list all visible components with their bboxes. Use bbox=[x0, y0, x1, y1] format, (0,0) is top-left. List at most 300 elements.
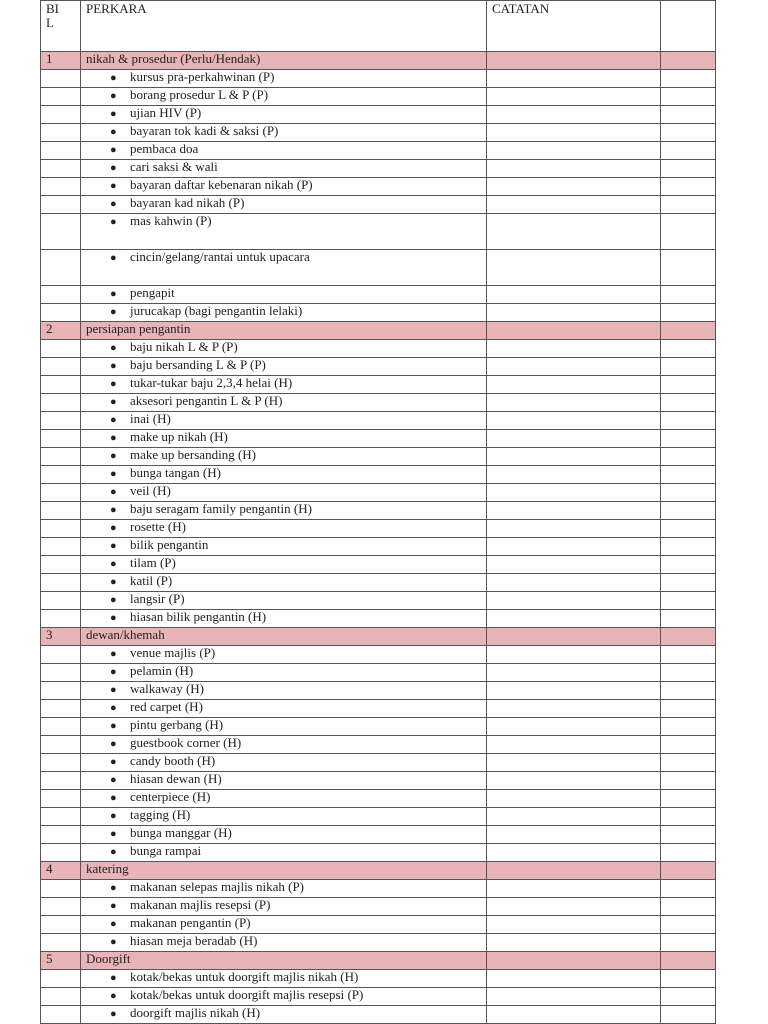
item-row bbox=[41, 358, 716, 376]
item-text: hiasan dewan (H) bbox=[130, 771, 222, 786]
bil-cell bbox=[41, 286, 81, 304]
item-cell bbox=[81, 970, 487, 988]
extra-cell bbox=[661, 52, 716, 70]
section-number: 2 bbox=[41, 322, 81, 340]
item-row bbox=[41, 790, 716, 808]
extra-cell bbox=[661, 844, 716, 862]
item-row bbox=[41, 484, 716, 502]
item-cell bbox=[81, 898, 487, 916]
catatan-cell bbox=[487, 88, 661, 106]
item-row bbox=[41, 88, 716, 106]
section-number: 4 bbox=[41, 862, 81, 880]
item-row bbox=[41, 178, 716, 196]
item-row bbox=[41, 124, 716, 142]
item-row bbox=[41, 196, 716, 214]
item-text: walkaway (H) bbox=[130, 681, 204, 696]
item-text: make up bersanding (H) bbox=[130, 447, 256, 462]
bil-cell bbox=[41, 574, 81, 592]
bil-cell bbox=[41, 934, 81, 952]
bil-header: BIL bbox=[41, 1, 81, 52]
catatan-cell bbox=[487, 538, 661, 556]
item-row bbox=[41, 934, 716, 952]
bullet-icon: ● bbox=[110, 612, 117, 624]
bil-cell bbox=[41, 682, 81, 700]
bullet-icon: ● bbox=[110, 810, 117, 822]
catatan-cell bbox=[487, 646, 661, 664]
section-title: nikah & prosedur (Perlu/Hendak) bbox=[81, 52, 487, 70]
item-text: cincin/gelang/rantai untuk upacara bbox=[130, 249, 310, 264]
extra-cell bbox=[661, 196, 716, 214]
extra-header bbox=[661, 1, 716, 52]
extra-cell bbox=[661, 826, 716, 844]
bil-cell bbox=[41, 664, 81, 682]
extra-cell bbox=[661, 412, 716, 430]
item-cell bbox=[81, 466, 487, 484]
item-row bbox=[41, 718, 716, 736]
bil-cell bbox=[41, 970, 81, 988]
item-cell bbox=[81, 286, 487, 304]
item-cell bbox=[81, 736, 487, 754]
bil-cell bbox=[41, 340, 81, 358]
extra-cell bbox=[661, 430, 716, 448]
item-row bbox=[41, 988, 716, 1006]
item-cell bbox=[81, 988, 487, 1006]
catatan-cell bbox=[487, 898, 661, 916]
section-title: persiapan pengantin bbox=[81, 322, 487, 340]
extra-cell bbox=[661, 448, 716, 466]
item-row bbox=[41, 448, 716, 466]
bullet-icon: ● bbox=[110, 882, 117, 894]
item-cell bbox=[81, 790, 487, 808]
item-text: doorgift majlis nikah (H) bbox=[130, 1005, 261, 1020]
bullet-icon: ● bbox=[110, 90, 117, 102]
item-row bbox=[41, 610, 716, 628]
item-cell bbox=[81, 250, 487, 286]
bullet-icon: ● bbox=[110, 900, 117, 912]
item-cell bbox=[81, 592, 487, 610]
bullet-icon: ● bbox=[110, 342, 117, 354]
bullet-icon: ● bbox=[110, 558, 117, 570]
bil-cell bbox=[41, 196, 81, 214]
item-text: centerpiece (H) bbox=[130, 789, 211, 804]
extra-cell bbox=[661, 862, 716, 880]
catatan-cell bbox=[487, 484, 661, 502]
bil-cell bbox=[41, 880, 81, 898]
bil-cell bbox=[41, 502, 81, 520]
catatan-cell bbox=[487, 430, 661, 448]
bil-cell bbox=[41, 700, 81, 718]
catatan-cell bbox=[487, 502, 661, 520]
perkara-header: PERKARA bbox=[81, 1, 487, 52]
bullet-icon: ● bbox=[110, 360, 117, 372]
item-text: cari saksi & wali bbox=[130, 159, 218, 174]
extra-cell bbox=[661, 700, 716, 718]
catatan-cell bbox=[487, 358, 661, 376]
bullet-icon: ● bbox=[110, 846, 117, 858]
item-text: bunga tangan (H) bbox=[130, 465, 221, 480]
catatan-cell bbox=[487, 808, 661, 826]
item-text: bayaran daftar kebenaran nikah (P) bbox=[130, 177, 313, 192]
item-row bbox=[41, 106, 716, 124]
bil-cell bbox=[41, 772, 81, 790]
item-text: langsir (P) bbox=[130, 591, 185, 606]
item-cell bbox=[81, 394, 487, 412]
catatan-cell bbox=[487, 754, 661, 772]
item-row bbox=[41, 826, 716, 844]
extra-cell bbox=[661, 88, 716, 106]
item-row bbox=[41, 142, 716, 160]
extra-cell bbox=[661, 952, 716, 970]
item-text: pembaca doa bbox=[130, 141, 199, 156]
item-cell bbox=[81, 448, 487, 466]
item-cell bbox=[81, 142, 487, 160]
item-cell bbox=[81, 304, 487, 322]
extra-cell bbox=[661, 988, 716, 1006]
bil-cell bbox=[41, 142, 81, 160]
catatan-cell bbox=[487, 412, 661, 430]
item-cell bbox=[81, 106, 487, 124]
extra-cell bbox=[661, 574, 716, 592]
item-text: bayaran kad nikah (P) bbox=[130, 195, 245, 210]
catatan-cell bbox=[487, 124, 661, 142]
item-text: pengapit bbox=[130, 285, 175, 300]
item-cell bbox=[81, 682, 487, 700]
catatan-cell bbox=[487, 250, 661, 286]
item-cell bbox=[81, 772, 487, 790]
extra-cell bbox=[661, 880, 716, 898]
catatan-cell bbox=[487, 610, 661, 628]
item-text: makanan selepas majlis nikah (P) bbox=[130, 879, 305, 894]
item-text: bayaran tok kadi & saksi (P) bbox=[130, 123, 279, 138]
bil-cell bbox=[41, 646, 81, 664]
extra-cell bbox=[661, 322, 716, 340]
item-cell bbox=[81, 556, 487, 574]
catatan-cell bbox=[487, 592, 661, 610]
section-row bbox=[41, 862, 716, 880]
item-text: baju seragam family pengantin (H) bbox=[130, 501, 312, 516]
item-text: kursus pra-perkahwinan (P) bbox=[130, 69, 275, 84]
extra-cell bbox=[661, 790, 716, 808]
item-text: kotak/bekas untuk doorgift majlis nikah (H) bbox=[130, 969, 359, 984]
catatan-cell bbox=[487, 790, 661, 808]
bil-cell bbox=[41, 898, 81, 916]
extra-cell bbox=[661, 178, 716, 196]
item-row bbox=[41, 772, 716, 790]
item-cell bbox=[81, 178, 487, 196]
bullet-icon: ● bbox=[110, 432, 117, 444]
item-cell bbox=[81, 484, 487, 502]
item-row bbox=[41, 916, 716, 934]
item-cell bbox=[81, 700, 487, 718]
catatan-cell bbox=[487, 322, 661, 340]
item-text: bilik pengantin bbox=[130, 537, 209, 552]
item-row bbox=[41, 700, 716, 718]
bullet-icon: ● bbox=[110, 774, 117, 786]
item-row bbox=[41, 682, 716, 700]
item-row bbox=[41, 736, 716, 754]
item-row bbox=[41, 556, 716, 574]
catatan-cell bbox=[487, 970, 661, 988]
bil-cell bbox=[41, 448, 81, 466]
catatan-cell bbox=[487, 934, 661, 952]
extra-cell bbox=[661, 106, 716, 124]
item-text: makanan pengantin (P) bbox=[130, 915, 251, 930]
item-row bbox=[41, 592, 716, 610]
catatan-cell bbox=[487, 682, 661, 700]
extra-cell bbox=[661, 754, 716, 772]
item-text: tukar-tukar baju 2,3,4 helai (H) bbox=[130, 375, 293, 390]
extra-cell bbox=[661, 250, 716, 286]
item-cell bbox=[81, 916, 487, 934]
catatan-cell bbox=[487, 826, 661, 844]
item-text: bunga manggar (H) bbox=[130, 825, 232, 840]
extra-cell bbox=[661, 214, 716, 250]
bullet-icon: ● bbox=[110, 990, 117, 1002]
item-text: jurucakap (bagi pengantin lelaki) bbox=[130, 303, 303, 318]
extra-cell bbox=[661, 610, 716, 628]
item-row bbox=[41, 466, 716, 484]
extra-cell bbox=[661, 916, 716, 934]
extra-cell bbox=[661, 736, 716, 754]
bullet-icon: ● bbox=[110, 522, 117, 534]
item-text: veil (H) bbox=[130, 483, 171, 498]
bullet-icon: ● bbox=[110, 468, 117, 480]
bil-cell bbox=[41, 610, 81, 628]
bullet-icon: ● bbox=[110, 378, 117, 390]
item-cell bbox=[81, 808, 487, 826]
item-row bbox=[41, 250, 716, 286]
bil-cell bbox=[41, 790, 81, 808]
bullet-icon: ● bbox=[110, 252, 117, 264]
bil-cell bbox=[41, 1006, 81, 1024]
bil-cell bbox=[41, 124, 81, 142]
item-text: rosette (H) bbox=[130, 519, 186, 534]
bullet-icon: ● bbox=[110, 720, 117, 732]
bil-cell bbox=[41, 250, 81, 286]
item-cell bbox=[81, 358, 487, 376]
item-row bbox=[41, 880, 716, 898]
extra-cell bbox=[661, 304, 716, 322]
item-text: borang prosedur L & P (P) bbox=[130, 87, 269, 102]
bullet-icon: ● bbox=[110, 972, 117, 984]
bullet-icon: ● bbox=[110, 450, 117, 462]
extra-cell bbox=[661, 466, 716, 484]
item-row bbox=[41, 376, 716, 394]
bil-cell bbox=[41, 592, 81, 610]
item-cell bbox=[81, 718, 487, 736]
item-cell bbox=[81, 1006, 487, 1024]
item-text: baju bersanding L & P (P) bbox=[130, 357, 266, 372]
catatan-cell bbox=[487, 664, 661, 682]
bil-cell bbox=[41, 214, 81, 250]
bil-cell bbox=[41, 160, 81, 178]
catatan-cell bbox=[487, 178, 661, 196]
item-row bbox=[41, 214, 716, 250]
extra-cell bbox=[661, 124, 716, 142]
extra-cell bbox=[661, 394, 716, 412]
item-cell bbox=[81, 430, 487, 448]
bullet-icon: ● bbox=[110, 504, 117, 516]
section-number: 3 bbox=[41, 628, 81, 646]
section-number: 5 bbox=[41, 952, 81, 970]
section-row bbox=[41, 952, 716, 970]
bullet-icon: ● bbox=[110, 756, 117, 768]
bil-cell bbox=[41, 808, 81, 826]
bil-cell bbox=[41, 916, 81, 934]
item-cell bbox=[81, 826, 487, 844]
item-cell bbox=[81, 70, 487, 88]
catatan-cell bbox=[487, 952, 661, 970]
catatan-cell bbox=[487, 736, 661, 754]
bullet-icon: ● bbox=[110, 576, 117, 588]
extra-cell bbox=[661, 70, 716, 88]
item-cell bbox=[81, 412, 487, 430]
bullet-icon: ● bbox=[110, 702, 117, 714]
item-text: hiasan meja beradab (H) bbox=[130, 933, 258, 948]
bullet-icon: ● bbox=[110, 936, 117, 948]
extra-cell bbox=[661, 502, 716, 520]
extra-cell bbox=[661, 970, 716, 988]
item-text: make up nikah (H) bbox=[130, 429, 228, 444]
item-cell bbox=[81, 934, 487, 952]
bil-cell bbox=[41, 844, 81, 862]
item-row bbox=[41, 160, 716, 178]
bullet-icon: ● bbox=[110, 306, 117, 318]
item-text: bunga rampai bbox=[130, 843, 202, 858]
bullet-icon: ● bbox=[110, 918, 117, 930]
item-cell bbox=[81, 88, 487, 106]
bil-cell bbox=[41, 826, 81, 844]
extra-cell bbox=[661, 646, 716, 664]
extra-cell bbox=[661, 484, 716, 502]
item-cell bbox=[81, 664, 487, 682]
bil-cell bbox=[41, 484, 81, 502]
bil-cell bbox=[41, 538, 81, 556]
item-row bbox=[41, 412, 716, 430]
bullet-icon: ● bbox=[110, 486, 117, 498]
item-cell bbox=[81, 610, 487, 628]
item-row bbox=[41, 574, 716, 592]
catatan-cell bbox=[487, 160, 661, 178]
bullet-icon: ● bbox=[110, 144, 117, 156]
catatan-cell bbox=[487, 718, 661, 736]
item-cell bbox=[81, 214, 487, 250]
bullet-icon: ● bbox=[110, 792, 117, 804]
item-row bbox=[41, 70, 716, 88]
catatan-cell bbox=[487, 1006, 661, 1024]
section-title: Doorgift bbox=[81, 952, 487, 970]
extra-cell bbox=[661, 718, 716, 736]
item-cell bbox=[81, 538, 487, 556]
catatan-cell bbox=[487, 880, 661, 898]
bullet-icon: ● bbox=[110, 288, 117, 300]
item-text: inai (H) bbox=[130, 411, 171, 426]
item-row bbox=[41, 520, 716, 538]
section-row bbox=[41, 52, 716, 70]
item-row bbox=[41, 844, 716, 862]
bil-cell bbox=[41, 70, 81, 88]
catatan-cell bbox=[487, 556, 661, 574]
item-cell bbox=[81, 160, 487, 178]
catatan-cell bbox=[487, 772, 661, 790]
section-row bbox=[41, 628, 716, 646]
bullet-icon: ● bbox=[110, 396, 117, 408]
extra-cell bbox=[661, 934, 716, 952]
extra-cell bbox=[661, 520, 716, 538]
item-row bbox=[41, 502, 716, 520]
bullet-icon: ● bbox=[110, 216, 117, 228]
extra-cell bbox=[661, 556, 716, 574]
item-row bbox=[41, 754, 716, 772]
bil-cell bbox=[41, 520, 81, 538]
item-row bbox=[41, 430, 716, 448]
bil-cell bbox=[41, 376, 81, 394]
item-row bbox=[41, 898, 716, 916]
bullet-icon: ● bbox=[110, 540, 117, 552]
section-row bbox=[41, 322, 716, 340]
bil-cell bbox=[41, 988, 81, 1006]
bil-cell bbox=[41, 106, 81, 124]
catatan-cell bbox=[487, 196, 661, 214]
extra-cell bbox=[661, 664, 716, 682]
header-row bbox=[41, 1, 716, 52]
item-text: tagging (H) bbox=[130, 807, 191, 822]
item-text: kotak/bekas untuk doorgift majlis resepsi (P) bbox=[130, 987, 364, 1002]
item-row bbox=[41, 808, 716, 826]
item-row bbox=[41, 646, 716, 664]
bil-cell bbox=[41, 736, 81, 754]
catatan-cell bbox=[487, 394, 661, 412]
bullet-icon: ● bbox=[110, 648, 117, 660]
item-row bbox=[41, 970, 716, 988]
catatan-cell bbox=[487, 988, 661, 1006]
item-row bbox=[41, 664, 716, 682]
bullet-icon: ● bbox=[110, 162, 117, 174]
item-cell bbox=[81, 376, 487, 394]
bullet-icon: ● bbox=[110, 108, 117, 120]
catatan-cell bbox=[487, 106, 661, 124]
bullet-icon: ● bbox=[110, 594, 117, 606]
extra-cell bbox=[661, 160, 716, 178]
item-text: tilam (P) bbox=[130, 555, 176, 570]
bil-cell bbox=[41, 412, 81, 430]
extra-cell bbox=[661, 682, 716, 700]
item-text: katil (P) bbox=[130, 573, 173, 588]
item-cell bbox=[81, 502, 487, 520]
item-cell bbox=[81, 880, 487, 898]
item-cell bbox=[81, 844, 487, 862]
item-cell bbox=[81, 124, 487, 142]
extra-cell bbox=[661, 628, 716, 646]
item-row bbox=[41, 538, 716, 556]
catatan-cell bbox=[487, 448, 661, 466]
item-row bbox=[41, 286, 716, 304]
catatan-cell bbox=[487, 304, 661, 322]
item-cell bbox=[81, 520, 487, 538]
catatan-header: CATATAN bbox=[487, 1, 661, 52]
item-text: pintu gerbang (H) bbox=[130, 717, 224, 732]
catatan-cell bbox=[487, 862, 661, 880]
extra-cell bbox=[661, 808, 716, 826]
bil-cell bbox=[41, 394, 81, 412]
extra-cell bbox=[661, 358, 716, 376]
catatan-cell bbox=[487, 700, 661, 718]
bil-cell bbox=[41, 304, 81, 322]
item-text: ujian HIV (P) bbox=[130, 105, 202, 120]
item-text: candy booth (H) bbox=[130, 753, 216, 768]
item-row bbox=[41, 394, 716, 412]
item-row bbox=[41, 304, 716, 322]
